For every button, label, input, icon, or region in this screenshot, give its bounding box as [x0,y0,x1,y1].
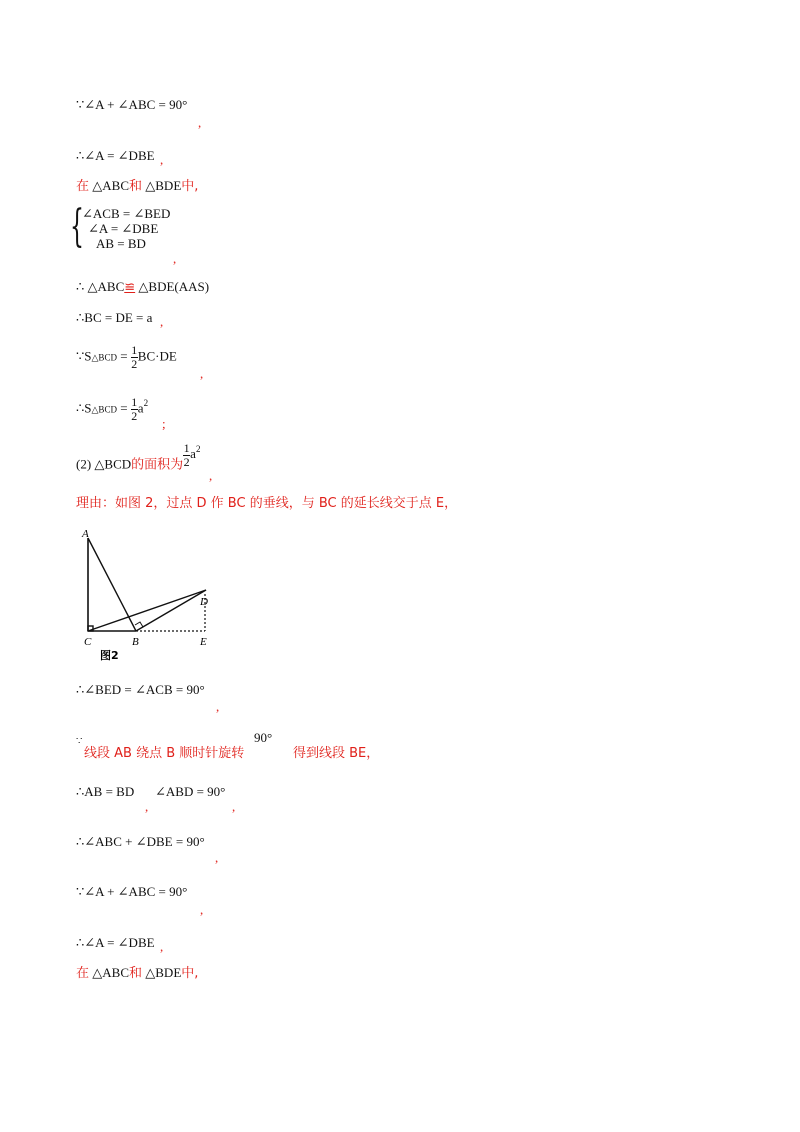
area-eq: = [116,348,131,364]
label-b: B [132,636,139,648]
zhong-word: 中, [181,179,199,194]
zhong-word: 中, [181,966,199,981]
label-c: C [84,636,92,648]
comma: , [160,314,164,329]
system-line-3: AB = BD [96,236,146,251]
part2-sup: 2 [195,444,201,455]
text-line-final [76,965,198,982]
text-line-bed: ∴∠BED = ∠ACB = 90° [76,682,205,697]
area-post: BC·DE [137,348,177,364]
congruent-post: △BDE(AAS) [138,279,210,294]
system-line-2: ∠A = ∠DBE [88,221,159,236]
congruent-pre: ∴ △ABC [76,279,125,294]
rotation-text: 线段 AB 绕点 B 顺时针旋转 [84,746,245,761]
fraction-half: $\frac{1}{2}$ [183,441,190,469]
area-sub: △BCD [91,352,117,363]
rotation-text-2: 得到线段 BE， [293,746,380,761]
text-line-area-formula [76,344,177,371]
comma: , [145,799,149,814]
fraction-half: $\frac{1}{2}$ [131,343,138,371]
label-e: E [200,636,207,648]
semicolon: ; [162,416,166,431]
area-pre: ∴S [76,400,92,416]
comma: , [209,468,213,483]
area-eq: = [116,400,131,416]
text-line-area-result [76,396,148,423]
comma: , [173,251,177,266]
comma: , [215,850,219,865]
triangle-bde: △BDE [145,965,182,980]
text-line-part2 [76,441,201,479]
area-sub: △BCD [91,404,117,415]
text-line-abd: ∠ABD = 90° [155,784,226,799]
because-symbol: ∵ [76,736,83,747]
comma: , [200,902,204,917]
label-a: A [82,528,89,540]
comma: , [232,799,236,814]
zai-word: 在 [76,966,90,981]
part2-post: a [190,446,196,462]
area-pre: ∵S [76,348,92,364]
rotation-degree: 90° [254,730,273,745]
part2-mid: 的面积为 [131,457,184,473]
triangle-abc: △ABC [92,965,129,980]
comma: , [200,366,204,381]
congruent-symbol: ≌ [124,279,136,294]
fraction-half: $\frac{1}{2}$ [131,395,138,423]
part2-pre: (2) △BCD [76,456,132,472]
left-brace: { [70,201,84,252]
he-word: 和 [129,966,143,981]
text-line-3 [76,178,198,195]
comma: , [216,699,220,714]
label-d: D [200,596,208,608]
comma: , [198,115,202,130]
text-line-congruent [76,279,209,295]
text-line-a-abc: ∵∠A + ∠ABC = 90° [76,884,188,899]
text-line-ab-bd: ∴AB = BD [76,784,135,799]
text-line-bc-de: ∴BC = DE = a [76,310,153,325]
area-sup: 2 [143,398,149,409]
text-line-1: ∵∠A + ∠ABC = 90° [76,97,188,112]
system-line-1: ∠ACB = ∠BED [82,206,171,221]
triangle-bde: △BDE [145,178,182,193]
reason-line: 理由：如图 2，过点 D 作 BC 的垂线，与 BC 的延长线交于点 E， [76,496,458,511]
zai-word: 在 [76,179,90,194]
figure-caption: 图2 [100,649,119,662]
right-angle-b [135,622,143,627]
area-post: a [137,400,144,416]
comma: , [160,939,164,954]
triangle-abc: △ABC [92,178,129,193]
comma: , [160,152,164,167]
text-line-2: ∴∠A = ∠DBE [76,148,155,163]
text-line-a-dbe: ∴∠A = ∠DBE [76,935,155,950]
he-word: 和 [129,179,143,194]
text-line-abc-dbe: ∴∠ABC + ∠DBE = 90° [76,834,205,849]
geometry-figure [78,526,218,666]
